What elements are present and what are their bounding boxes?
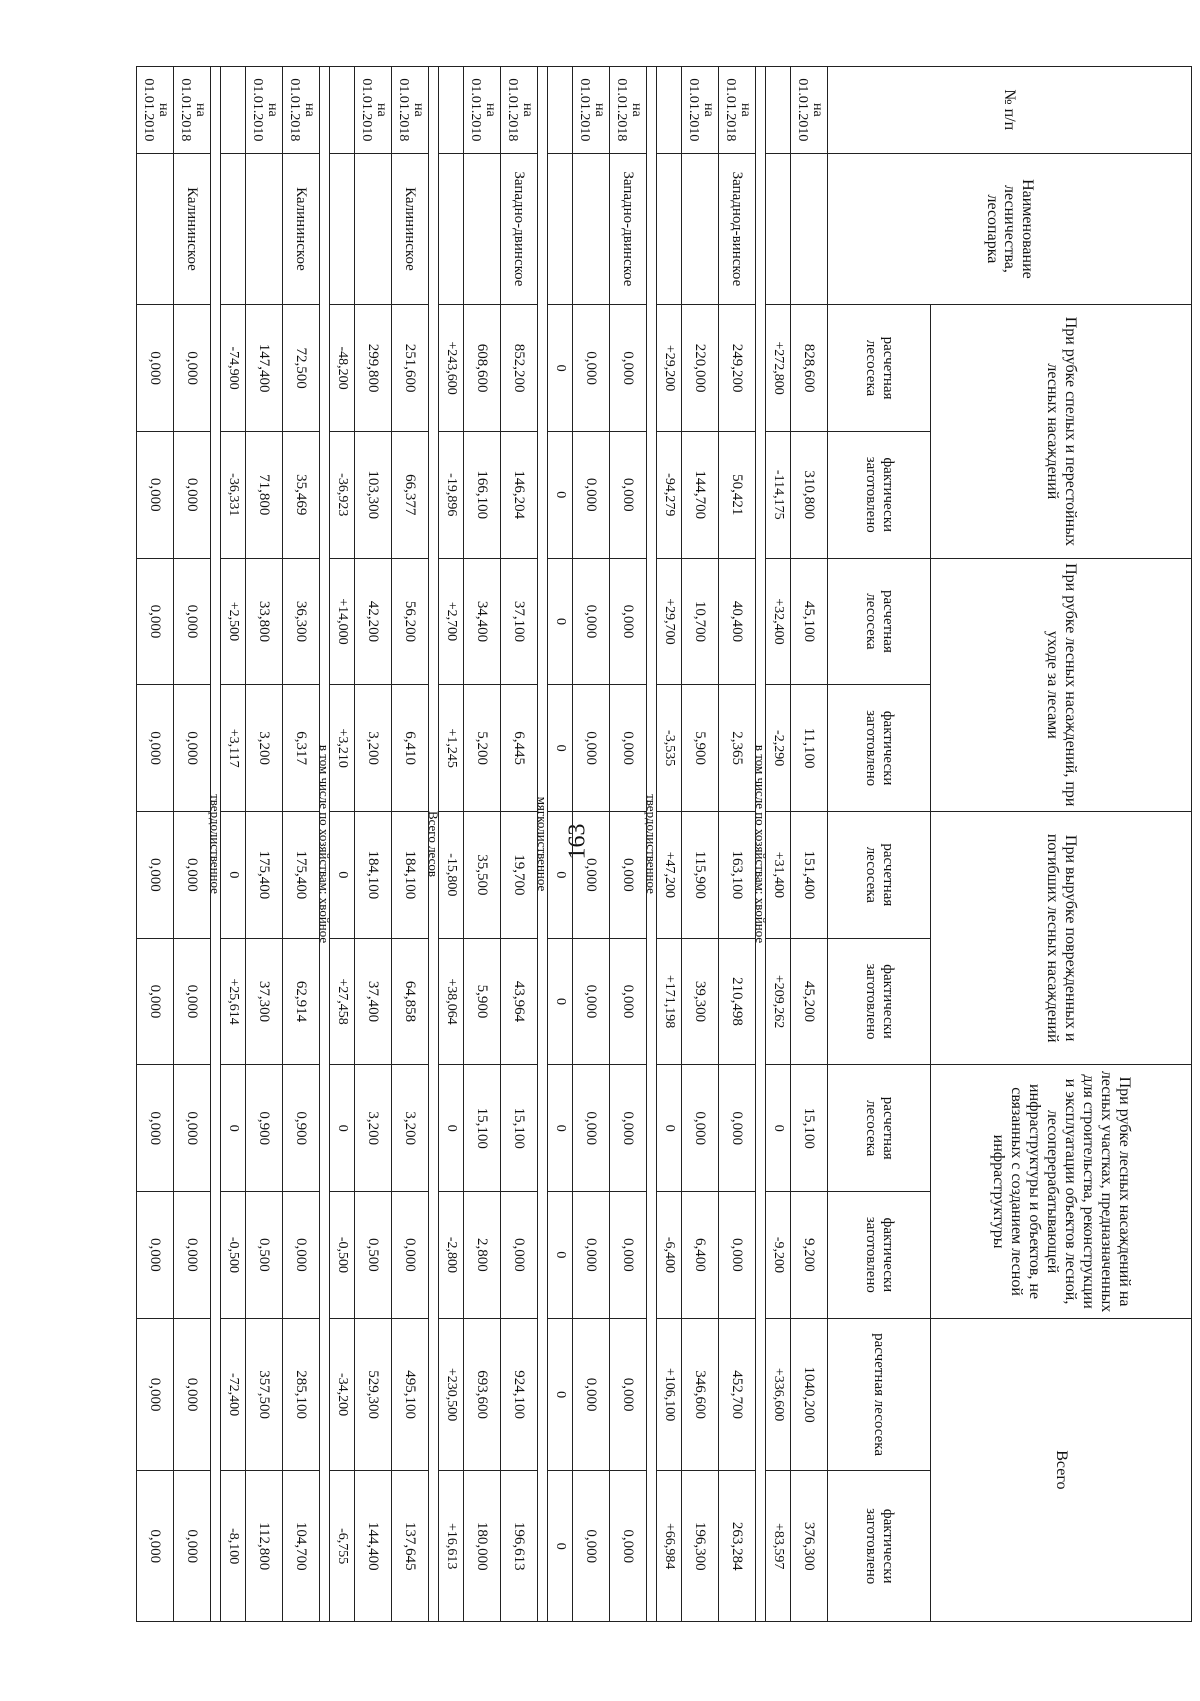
value-cell: 0,000 — [719, 1065, 756, 1192]
date-cell: на 01.01.2018 — [283, 67, 320, 154]
value-cell: 0,000 — [174, 1318, 211, 1471]
value-cell: -48,200 — [330, 305, 355, 432]
value-cell: +106,100 — [657, 1318, 682, 1471]
value-cell: 3,200 — [246, 685, 283, 812]
value-cell: 0,000 — [174, 1471, 211, 1622]
value-cell: +66,984 — [657, 1471, 682, 1622]
value-cell: 0,000 — [610, 811, 647, 938]
value-cell: 0,000 — [719, 1192, 756, 1319]
value-cell: 0 — [330, 1065, 355, 1192]
date-cell: на 01.01.2010 — [464, 67, 501, 154]
value-cell: 0,000 — [174, 811, 211, 938]
value-cell: -36,331 — [221, 431, 246, 558]
value-cell: 196,300 — [682, 1471, 719, 1622]
value-cell: 64,858 — [392, 938, 429, 1065]
date-cell: на 01.01.2010 — [682, 67, 719, 154]
value-cell: 50,421 — [719, 431, 756, 558]
header-fact: фактически заготовлено — [828, 1192, 931, 1319]
value-cell: 0,900 — [246, 1065, 283, 1192]
value-cell: 0,000 — [610, 558, 647, 685]
value-cell: 5,200 — [464, 685, 501, 812]
value-cell: -6,400 — [657, 1192, 682, 1319]
value-cell: 0,000 — [610, 431, 647, 558]
value-cell: 56,200 — [392, 558, 429, 685]
value-cell: 0,000 — [174, 685, 211, 812]
table-row — [283, 67, 320, 1622]
header-calc: расчетная лесосека — [828, 1318, 931, 1471]
value-cell: 0,000 — [137, 431, 174, 558]
value-cell: 45,200 — [791, 938, 828, 1065]
value-cell: 112,800 — [246, 1471, 283, 1622]
value-cell: +2,500 — [221, 558, 246, 685]
value-cell: +47,200 — [657, 811, 682, 938]
value-cell: 0,000 — [573, 938, 610, 1065]
value-cell: +209,262 — [766, 938, 791, 1065]
value-cell: 0,000 — [174, 1065, 211, 1192]
value-cell: 357,500 — [246, 1318, 283, 1471]
value-cell: 452,700 — [719, 1318, 756, 1471]
value-cell: 5,900 — [464, 938, 501, 1065]
forestry-name-cell — [573, 153, 610, 305]
difference-row — [766, 67, 791, 1622]
header-group-mature: При рубке спелых и перестойных лесных насаждений — [931, 305, 1192, 558]
value-cell: 196,613 — [501, 1471, 538, 1622]
value-cell: 0,000 — [573, 1471, 610, 1622]
forestry-name-cell — [246, 153, 283, 305]
value-cell: 40,400 — [719, 558, 756, 685]
date-cell — [657, 67, 682, 154]
value-cell: 0,000 — [392, 1192, 429, 1319]
value-cell: 0,000 — [682, 1065, 719, 1192]
value-cell: 15,100 — [501, 1065, 538, 1192]
value-cell: 3,200 — [355, 1065, 392, 1192]
date-cell — [221, 67, 246, 154]
value-cell: 0,900 — [283, 1065, 320, 1192]
value-cell: 0,000 — [573, 1065, 610, 1192]
date-cell: на 01.01.2018 — [610, 67, 647, 154]
value-cell: 249,200 — [719, 305, 756, 432]
value-cell: 0 — [548, 938, 573, 1065]
value-cell: 137,645 — [392, 1471, 429, 1622]
value-cell: 0,000 — [283, 1192, 320, 1319]
forestry-name-cell: Калининское — [392, 153, 429, 305]
value-cell: 180,000 — [464, 1471, 501, 1622]
table-row — [682, 67, 719, 1622]
value-cell: 72,500 — [283, 305, 320, 432]
value-cell: 0,000 — [610, 938, 647, 1065]
date-cell: на 01.01.2010 — [791, 67, 828, 154]
header-group-damaged: При вырубке поврежденных и погибших лесных насаждений — [931, 811, 1192, 1064]
value-cell: 6,317 — [283, 685, 320, 812]
forestry-name-cell — [766, 153, 791, 305]
date-cell — [439, 67, 464, 154]
value-cell: 0,000 — [610, 1192, 647, 1319]
value-cell: -34,200 — [330, 1318, 355, 1471]
value-cell: -9,200 — [766, 1192, 791, 1319]
value-cell: -8,100 — [221, 1471, 246, 1622]
value-cell: 0,000 — [610, 1065, 647, 1192]
value-cell: 0 — [548, 1192, 573, 1319]
value-cell: 0 — [221, 1065, 246, 1192]
header-fact: фактически заготовлено — [828, 938, 931, 1065]
header-calc: расчетная лесосека — [828, 305, 931, 432]
value-cell: +83,597 — [766, 1471, 791, 1622]
value-cell: 37,300 — [246, 938, 283, 1065]
value-cell: 10,700 — [682, 558, 719, 685]
value-cell: 0,000 — [573, 431, 610, 558]
value-cell: +171,198 — [657, 938, 682, 1065]
date-cell — [548, 67, 573, 154]
value-cell: -6,755 — [330, 1471, 355, 1622]
forestry-name-cell: Западно-двинское — [610, 153, 647, 305]
value-cell: 37,100 — [501, 558, 538, 685]
value-cell: 39,300 — [682, 938, 719, 1065]
value-cell: 175,400 — [246, 811, 283, 938]
value-cell: +16,613 — [439, 1471, 464, 1622]
value-cell: 285,100 — [283, 1318, 320, 1471]
value-cell: 828,600 — [791, 305, 828, 432]
value-cell: 0 — [548, 1471, 573, 1622]
value-cell: -2,290 — [766, 685, 791, 812]
section-row — [320, 67, 330, 1622]
value-cell: 0,000 — [137, 305, 174, 432]
value-cell: 0,000 — [174, 558, 211, 685]
value-cell: 0 — [548, 1065, 573, 1192]
date-cell: на 01.01.2010 — [573, 67, 610, 154]
date-cell — [766, 67, 791, 154]
value-cell: 0,000 — [573, 305, 610, 432]
difference-row — [657, 67, 682, 1622]
value-cell: -19,896 — [439, 431, 464, 558]
value-cell: -3,535 — [657, 685, 682, 812]
value-cell: 346,600 — [682, 1318, 719, 1471]
forestry-name-cell — [330, 153, 355, 305]
header-calc: расчетная лесосека — [828, 811, 931, 938]
value-cell: 608,600 — [464, 305, 501, 432]
value-cell: 0,000 — [137, 558, 174, 685]
section-label: мягколиственное — [538, 67, 548, 1622]
value-cell: 144,400 — [355, 1471, 392, 1622]
section-row — [647, 67, 657, 1622]
value-cell: -15,800 — [439, 811, 464, 938]
table-row — [573, 67, 610, 1622]
date-cell: на 01.01.2010 — [246, 67, 283, 154]
value-cell: 15,100 — [791, 1065, 828, 1192]
value-cell: 0,000 — [174, 938, 211, 1065]
table-row — [355, 67, 392, 1622]
header-group-total: Всего — [931, 1318, 1192, 1621]
value-cell: 0 — [548, 811, 573, 938]
forestry-name-cell: Калининское — [283, 153, 320, 305]
date-cell: на 01.01.2018 — [719, 67, 756, 154]
timber-harvest-table — [136, 66, 1192, 1622]
value-cell: 146,204 — [501, 431, 538, 558]
section-label: в том числе по хозяйствам: хвойное — [756, 67, 766, 1622]
value-cell: 35,500 — [464, 811, 501, 938]
table-row — [246, 67, 283, 1622]
value-cell: 0 — [221, 811, 246, 938]
forestry-name-cell: Калининское — [174, 153, 211, 305]
table-row — [464, 67, 501, 1622]
value-cell: -94,279 — [657, 431, 682, 558]
section-row — [211, 67, 221, 1622]
date-cell: на 01.01.2018 — [392, 67, 429, 154]
date-cell: на 01.01.2010 — [355, 67, 392, 154]
value-cell: 33,800 — [246, 558, 283, 685]
section-label: Всего лесов — [429, 67, 439, 1622]
value-cell: 0 — [657, 1065, 682, 1192]
value-cell: -114,175 — [766, 431, 791, 558]
value-cell: 220,000 — [682, 305, 719, 432]
value-cell: +32,400 — [766, 558, 791, 685]
header-name: Наименование лесничества, лесопарка — [828, 153, 1192, 305]
value-cell: 251,600 — [392, 305, 429, 432]
value-cell: +230,500 — [439, 1318, 464, 1471]
forestry-name-cell: Западно-двинское — [501, 153, 538, 305]
value-cell: 115,900 — [682, 811, 719, 938]
value-cell: 693,600 — [464, 1318, 501, 1471]
value-cell: 147,400 — [246, 305, 283, 432]
rotated-table-wrapper — [141, 66, 1192, 1622]
value-cell: 0 — [330, 811, 355, 938]
value-cell: +14,000 — [330, 558, 355, 685]
section-row — [538, 67, 548, 1622]
value-cell: -36,923 — [330, 431, 355, 558]
value-cell: 36,300 — [283, 558, 320, 685]
value-cell: 37,400 — [355, 938, 392, 1065]
table-row — [501, 67, 538, 1622]
value-cell: 66,377 — [392, 431, 429, 558]
value-cell: 45,100 — [791, 558, 828, 685]
value-cell: 0 — [439, 1065, 464, 1192]
value-cell: 0,000 — [137, 938, 174, 1065]
value-cell: -72,400 — [221, 1318, 246, 1471]
value-cell: 0 — [548, 431, 573, 558]
section-label: твердолиственное — [211, 67, 221, 1622]
value-cell: 6,445 — [501, 685, 538, 812]
value-cell: +38,064 — [439, 938, 464, 1065]
value-cell: 175,400 — [283, 811, 320, 938]
value-cell: 0,000 — [137, 811, 174, 938]
value-cell: 0,000 — [573, 558, 610, 685]
value-cell: 0,000 — [610, 1318, 647, 1471]
value-cell: 3,200 — [355, 685, 392, 812]
value-cell: +336,600 — [766, 1318, 791, 1471]
value-cell: 35,469 — [283, 431, 320, 558]
value-cell: 0,000 — [610, 1471, 647, 1622]
value-cell: 299,800 — [355, 305, 392, 432]
header-row-groups — [931, 67, 1192, 1622]
value-cell: 0,000 — [573, 1192, 610, 1319]
value-cell: 210,498 — [719, 938, 756, 1065]
section-row — [756, 67, 766, 1622]
date-cell: на 01.01.2010 — [137, 67, 174, 154]
value-cell: 42,200 — [355, 558, 392, 685]
value-cell: +31,400 — [766, 811, 791, 938]
value-cell: 0,000 — [137, 1471, 174, 1622]
value-cell: -74,900 — [221, 305, 246, 432]
value-cell: 71,800 — [246, 431, 283, 558]
value-cell: 184,100 — [392, 811, 429, 938]
value-cell: 104,700 — [283, 1471, 320, 1622]
value-cell: 924,100 — [501, 1318, 538, 1471]
value-cell: 0,000 — [610, 305, 647, 432]
value-cell: 376,300 — [791, 1471, 828, 1622]
value-cell: 263,284 — [719, 1471, 756, 1622]
value-cell: +2,700 — [439, 558, 464, 685]
value-cell: +29,200 — [657, 305, 682, 432]
table-row — [719, 67, 756, 1622]
value-cell: 166,100 — [464, 431, 501, 558]
value-cell: 0,000 — [174, 431, 211, 558]
value-cell: 19,700 — [501, 811, 538, 938]
value-cell: -0,500 — [221, 1192, 246, 1319]
value-cell: 0 — [548, 1318, 573, 1471]
value-cell: 0,000 — [573, 1318, 610, 1471]
value-cell: 34,400 — [464, 558, 501, 685]
value-cell: +25,614 — [221, 938, 246, 1065]
value-cell: +243,600 — [439, 305, 464, 432]
value-cell: 0,000 — [573, 811, 610, 938]
section-row — [429, 67, 439, 1622]
value-cell: 3,200 — [392, 1065, 429, 1192]
forestry-name-cell — [464, 153, 501, 305]
value-cell: 15,100 — [464, 1065, 501, 1192]
forestry-name-cell — [657, 153, 682, 305]
value-cell: 11,100 — [791, 685, 828, 812]
value-cell: 1040,200 — [791, 1318, 828, 1471]
value-cell: +27,458 — [330, 938, 355, 1065]
table-row — [174, 67, 211, 1622]
date-cell — [330, 67, 355, 154]
table-row — [137, 67, 174, 1622]
value-cell: 9,200 — [791, 1192, 828, 1319]
section-label: твердолиственное — [647, 67, 657, 1622]
date-cell: на 01.01.2018 — [174, 67, 211, 154]
header-calc: расчетная лесосека — [828, 558, 931, 685]
forestry-name-cell — [355, 153, 392, 305]
difference-row — [221, 67, 246, 1622]
value-cell: 0,000 — [501, 1192, 538, 1319]
value-cell: 184,100 — [355, 811, 392, 938]
header-group-care: При рубке лесных насаждений, при уходе за лесами — [931, 558, 1192, 811]
value-cell: 144,700 — [682, 431, 719, 558]
value-cell: 0 — [548, 305, 573, 432]
value-cell: 43,964 — [501, 938, 538, 1065]
value-cell: 495,100 — [392, 1318, 429, 1471]
difference-row — [548, 67, 573, 1622]
table-row — [791, 67, 828, 1622]
value-cell: 5,900 — [682, 685, 719, 812]
value-cell: 2,365 — [719, 685, 756, 812]
value-cell: 6,400 — [682, 1192, 719, 1319]
forestry-name-cell — [221, 153, 246, 305]
page-number: 163 — [564, 823, 591, 860]
value-cell: 0,000 — [610, 685, 647, 812]
value-cell: 151,400 — [791, 811, 828, 938]
header-calc: расчетная лесосека — [828, 1065, 931, 1192]
table-body — [137, 67, 828, 1622]
value-cell: 62,914 — [283, 938, 320, 1065]
value-cell: 6,410 — [392, 685, 429, 812]
header-group-infrastructure: При рубке лесных насаждений на лесных участках, предназначенных для строительства, реконструкции и эксплуатации объектов лесной, лесоперерабатывающей инфраструктуры и объектов, не связанных с созданием лесной инфраструктуры — [931, 1065, 1192, 1318]
header-fact: фактически заготовлено — [828, 431, 931, 558]
value-cell: 0 — [548, 558, 573, 685]
difference-row — [439, 67, 464, 1622]
forestry-name-cell: Западнод-винское — [719, 153, 756, 305]
value-cell: 0,000 — [137, 1065, 174, 1192]
header-num: № п/п — [828, 67, 1192, 154]
forestry-name-cell — [548, 153, 573, 305]
header-fact: фактически заготовлено — [828, 685, 931, 812]
value-cell: 0,000 — [137, 1318, 174, 1471]
value-cell: 0,000 — [573, 685, 610, 812]
value-cell: +272,800 — [766, 305, 791, 432]
table-row — [610, 67, 647, 1622]
value-cell: 103,300 — [355, 431, 392, 558]
value-cell: +3,210 — [330, 685, 355, 812]
value-cell: 0,000 — [137, 1192, 174, 1319]
value-cell: 163,100 — [719, 811, 756, 938]
difference-row — [330, 67, 355, 1622]
value-cell: -2,800 — [439, 1192, 464, 1319]
value-cell: 0,000 — [137, 685, 174, 812]
section-label: в том числе по хозяйствам: хвойное — [320, 67, 330, 1622]
header-fact: фактически заготовлено — [828, 1471, 931, 1622]
value-cell: 0,000 — [174, 1192, 211, 1319]
table-row — [392, 67, 429, 1622]
forestry-name-cell — [682, 153, 719, 305]
value-cell: -0,500 — [330, 1192, 355, 1319]
value-cell: +3,117 — [221, 685, 246, 812]
value-cell: 0,000 — [174, 305, 211, 432]
value-cell: 0 — [766, 1065, 791, 1192]
value-cell: 310,800 — [791, 431, 828, 558]
forestry-name-cell — [439, 153, 464, 305]
value-cell: 529,300 — [355, 1318, 392, 1471]
value-cell: 0,500 — [246, 1192, 283, 1319]
value-cell: 0 — [548, 685, 573, 812]
forestry-name-cell — [791, 153, 828, 305]
value-cell: 2,800 — [464, 1192, 501, 1319]
date-cell: на 01.01.2018 — [501, 67, 538, 154]
forestry-name-cell — [137, 153, 174, 305]
value-cell: 852,200 — [501, 305, 538, 432]
value-cell: 0,500 — [355, 1192, 392, 1319]
value-cell: +29,700 — [657, 558, 682, 685]
value-cell: +1,245 — [439, 685, 464, 812]
